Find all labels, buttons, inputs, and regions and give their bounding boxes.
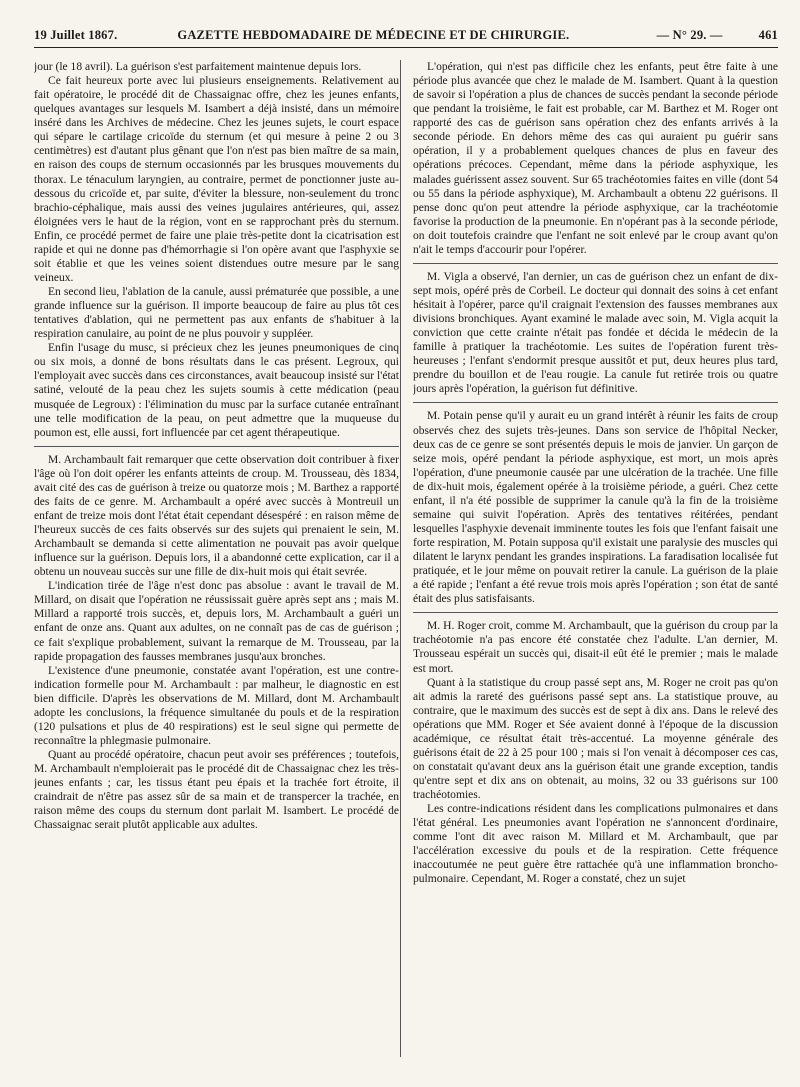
- header-rule: [34, 47, 778, 48]
- paragraph: Les contre-indications résident dans les complications pulmonaires et dans l'état général. Les pneumonies avant l'opération ne s'annoncent d'ordinaire, comme l'ont dit avec raison M. Millard et M. Archambault, que par l'accélération excessive du pouls et de la respiration. Cette fréquence inaccoutumée ne peut guère être rattachée qu'à une inflammation broncho-pulmonaire. Cependant, M. Roger a constaté, chez un sujet: [413, 803, 778, 886]
- header-date: 19 Juillet 1867.: [34, 28, 118, 42]
- section-separator: [413, 402, 778, 403]
- paragraph: L'indication tirée de l'âge n'est donc pas absolue : avant le travail de M. Millard, on disait que l'opération ne réussissait guère après sept ans ; mais M. Millard a rapporté trois succès, et, depuis lors, M. Archambault a guéri un enfant de onze ans. Quant aux adultes, on ne connaît pas de cas de guérison ; ce fait s'explique probablement, suivant la remarque de M. Trousseau, par la rapide propagation des fausses membranes jusqu'aux bronches.: [34, 580, 399, 663]
- section-separator: [34, 446, 399, 447]
- paragraph: M. Potain pense qu'il y aurait eu un grand intérêt à réunir les faits de croup observés chez des sujets très-jeunes. Dans son service de l'hôpital Necker, deux cas de ce genre se sont présentés depuis le mois de janvier. Un garçon de seize mois, opéré pendant la période asphyxique, est mort, un mois après l'opération, d'une pneumonie causée par une ulcération de la trachée. Une fille de dix-huit mois, également opérée à la troisième période, a guéri. Chez cette enfant, il n'a été possible de supprimer la canule qu'à la fin de la troisième semaine qui suivit l'opération. Après des tentatives réitérées, pendant lesquelles l'asphyxie devenait imminente toutes les fois que l'enfant faisait une forte respiration, M. Potain supposa qu'il existait une paralysie des muscles qui dilatent le larynx pendant les grandes inspirations. La faradisation localisée fut pratiquée, et le jour même on pouvait retirer la canule. La guérison de la plaie a été rapide ; l'enfant a été revue trois mois après l'opération ; son état de santé était des plus satisfaisants.: [413, 410, 778, 606]
- issue-number: — N° 29. —: [656, 28, 723, 42]
- page-header: [34, 28, 778, 43]
- left-column: [34, 60, 399, 1073]
- journal-title: GAZETTE HEBDOMADAIRE DE MÉDECINE ET DE CHIRURGIE.: [177, 28, 570, 42]
- text-columns: [34, 60, 778, 1073]
- page-number: 461: [758, 28, 778, 42]
- right-column: [413, 60, 778, 1073]
- paragraph: M. H. Roger croit, comme M. Archambault, que la guérison du croup par la trachéotomie n'a pas encore été constatée chez l'adulte. L'an dernier, M. Trousseau espérait un succès qui, disait-il eût été le premier ; mais le malade est mort.: [413, 620, 778, 675]
- section-separator: [413, 263, 778, 264]
- paragraph: jour (le 18 avril). La guérison s'est parfaitement maintenue depuis lors.: [34, 61, 362, 73]
- paragraph: En second lieu, l'ablation de la canule, aussi prématurée que possible, a une grande influence sur la guérison. Il importe beaucoup de faire au plus tôt ces tentatives d'ablation, qui ne permettent pas aux enfants de s'habituer à la respiration canulaire, au point de ne plus pouvoir y suppléer.: [34, 286, 399, 341]
- paragraph: L'opération, qui n'est pas difficile chez les enfants, peut être faite à une période plus avancée que chez le malade de M. Isambert. Quant à la question de savoir si l'opération a plus de chances de succès pendant la seconde période que pendant la troisième, le fait est probable, car M. Barthez et M. Roger ont rapporté des cas de guérison sans opération chez des enfants arrivés à la seconde période. En dehors même des cas qui auraient pu guérir sans opération, il y a probablement quelques chances de plus en faveur des opérations précoces. Cependant, même dans la période asphyxique, les malades guérissent assez souvent. Sur 65 trachéotomies faites en ville (dont 54 ou 55 dans la période asphyxique), M. Archambault a obtenu 22 guérisons. Il pense donc qu'on peut attendre la période asphyxique, car la trachéotomie favorise la production de la pneumonie. En n'opérant pas à la seconde période, on doit toutefois craindre que l'enfant ne soit enlevé par le croup avant qu'on n'ait le temps d'accourir pour l'opérer.: [413, 61, 778, 256]
- paragraph: Ce fait heureux porte avec lui plusieurs enseignements. Relativement au fait opératoire, le procédé dit de Chassaignac offre, chez les jeunes enfants, quelques avantages sur lesquels M. Isambert a déjà insisté, dans un mémoire inséré dans les Archives de médecine. Chez les jeunes sujets, le court espace qui sépare le cartilage cricoïde du sternum (et qui mesure à peine 2 ou 3 centimètres) est d'autant plus gênant que l'on n'est pas bien maître de sa main, en raison des coups de sternum occasionnés par les brusques mouvements du thorax. Le ténaculum laryngien, au contraire, permet de ponctionner juste au-dessous du cricoïde et, par suite, d'éviter la blessure, non-seulement du tronc brachio-céphalique, mais aussi des veines jugulaires antérieures, qui, assez éloignées vers le haut de la région, vont en se rapprochant près du sternum. Enfin, ce procédé permet de faire une plaie très-petite dont la cicatrisation est rapide et qui ne donne pas d'hémorrhagie si l'on opère avant que l'asphyxie se soit établie et que les veines soient distendues outre mesure par le sang veineux.: [34, 75, 399, 284]
- paragraph: L'existence d'une pneumonie, constatée avant l'opération, est une contre-indication formelle pour M. Archambault : par malheur, le diagnostic en est bien difficile. D'après les observations de M. Millard, dont M. Archambault adopte les conclusions, la fréquence simultanée du pouls et de la respiration (120 pulsations et plus de 40 respirations) est le seul signe qui permette de reconnaître la phlegmasie pulmonaire.: [34, 664, 399, 747]
- paragraph: Enfin l'usage du musc, si précieux chez les jeunes pneumoniques de cinq ou six mois, a donné de bons résultats dans le cas présent. Legroux, qui l'employait avec succès dans ces circonstances, avait beaucoup insisté sur l'état satiné, velouté de la peau chez les sujets soumis à cette médication (peau musquée de Legroux) : l'élimination du musc par la surface cutanée entraînant une telle modification de la peau, on peut admettre que la muqueuse du poumon est, elle aussi, fort influencée par cet agent thérapeutique.: [34, 342, 399, 439]
- paragraph: M. Archambault fait remarquer que cette observation doit contribuer à fixer l'âge où l'on doit opérer les enfants atteints de croup. M. Trousseau, dès 1834, avait cité des cas de guérison à treize ou quatorze mois ; M. Barthez a rapporté des faits de ce genre. M. Archambault a opéré avec succès à Montreuil un enfant de treize mois dont l'état était cependant désespéré : en raison même de l'heureux succès de ces faits observés sur des sujets qui prenaient le sein, M. Archambault se demanda si cette alimentation ne pouvait pas avoir quelque influence sur la guérison. Depuis lors, il a abandonné cette explication, car il a obtenu un nouveau succès sur une fille de dix-huit mois qui était sevrée.: [34, 453, 399, 579]
- paragraph: M. Vigla a observé, l'an dernier, un cas de guérison chez un enfant de dix-sept mois, opéré près de Corbeil. Le docteur qui donnait des soins à cet enfant hésitait à l'opérer, parce qu'il craignait l'extension des fausses membranes aux divisions bronchiques. Ayant examiné le malade avec soin, M. Vigla acquit la conviction que cette crainte n'était pas fondée et décida le médecin de la famille à pratiquer la trachéotomie. Les suites de l'opération furent très-heureuses ; l'enfant s'endormit presque aussitôt et put, deux heures plus tard, prendre du bouillon et de l'eau rougie. La canule fut retirée trois ou quatre jours après l'opération, la guérison fut définitive.: [413, 270, 778, 396]
- paragraph: Quant au procédé opératoire, chacun peut avoir ses préférences ; toutefois, M. Archambault n'emploierait pas le procédé dit de Chassaignac chez les très-jeunes enfants ; car, les tissus étant peu épais et la trachée fort étroite, il craindrait de n'être pas assez sûr de sa main et de transpercer la trachée, en raison même des coups du sternum dont parlait M. Isambert. Le procédé de Chassaignac serait plutôt applicable aux adultes.: [34, 749, 399, 832]
- section-separator: [413, 612, 778, 613]
- paragraph: Quant à la statistique du croup passé sept ans, M. Roger ne croit pas qu'on ait admis la rareté des guérisons passé sept ans. La statistique prouve, au contraire, que le maximum des succès est de sept à dix ans. Dans le relevé des opérations que MM. Roger et Sée avaient donné à l'époque de la discussion académique, ce résultat était très-accentué. La moyenne générale des guérisons était de 22 à 25 pour 100 ; mais si l'on venait à décomposer ces cas, on constatait qu'avant deux ans la guérison était une grande exception, tandis qu'entre sept et dix ans on obtenait, au moins, 32 ou 33 guérisons sur 100 trachéotomies.: [413, 676, 778, 802]
